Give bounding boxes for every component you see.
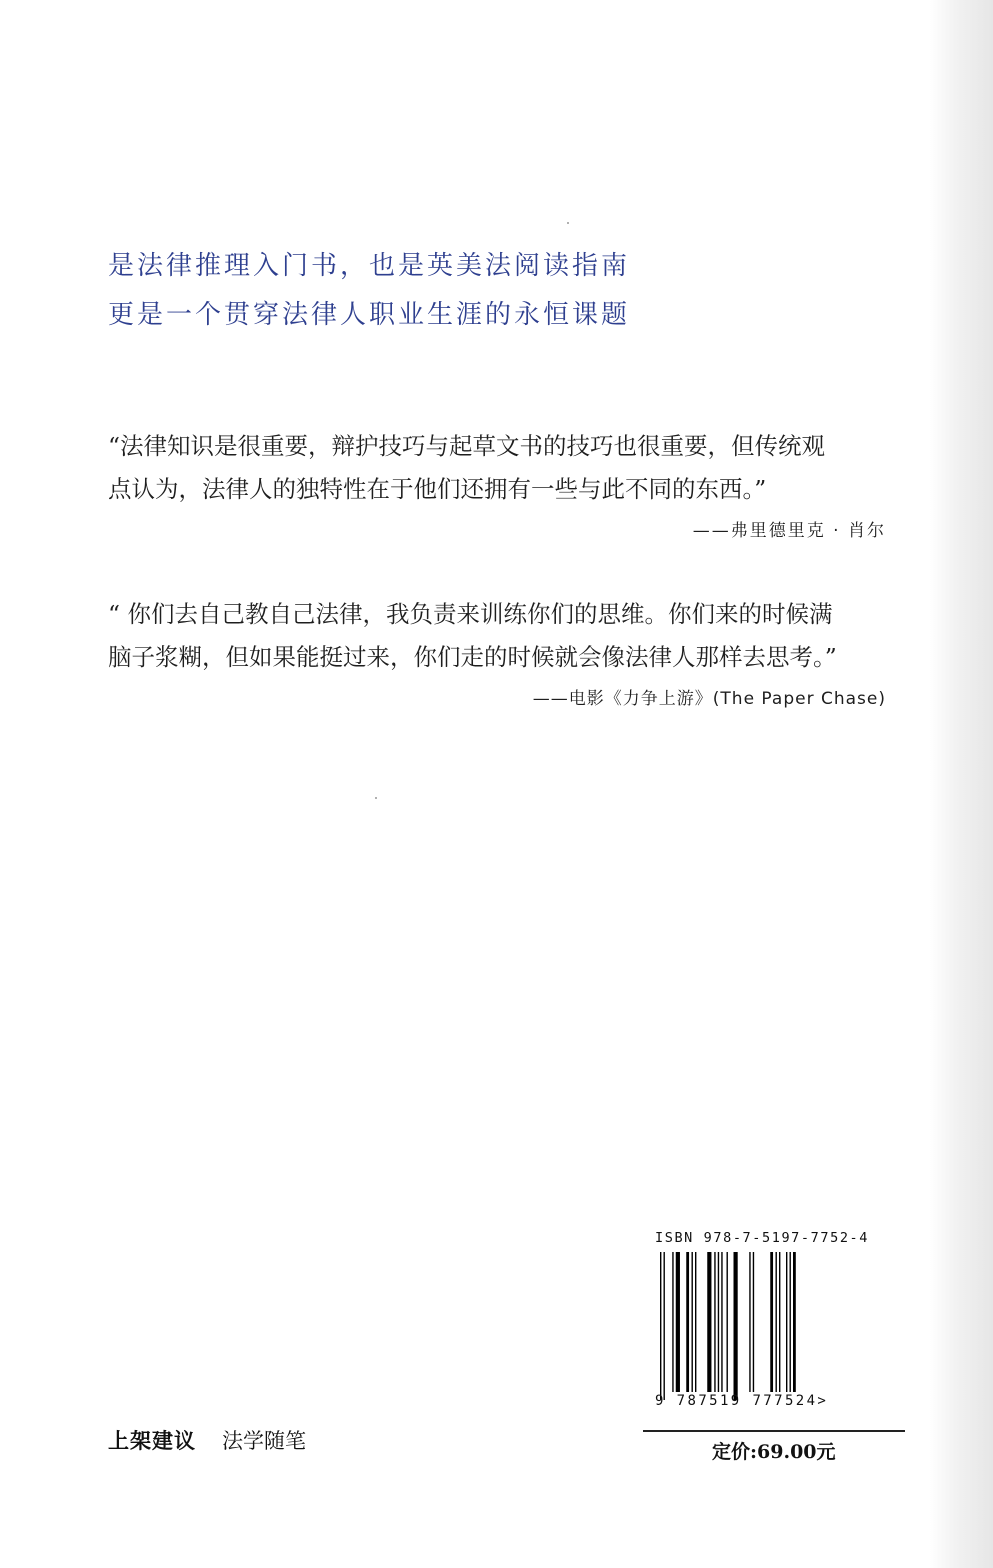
quote-schauer	[108, 425, 888, 511]
quote-attribution: ——弗里德里克 · 肖尔	[692, 521, 886, 541]
quote-line: 点认为，法律人的独特性在于他们还拥有一些与此不同的东西。”	[108, 475, 767, 503]
barcode-bar	[734, 1252, 738, 1400]
barcode-bar	[660, 1252, 661, 1400]
barcode-bar	[793, 1252, 796, 1392]
isbn-barcode	[655, 1230, 900, 1420]
barcode-bar	[714, 1252, 715, 1392]
barcode-bar	[664, 1252, 665, 1400]
barcode-digits: 9 787519 777524>	[655, 1393, 829, 1409]
barcode-bar	[776, 1252, 777, 1392]
page-edge-shadow	[930, 0, 993, 1568]
barcode-bar	[727, 1252, 728, 1392]
barcode-bar	[786, 1252, 787, 1392]
price: 定价:69.00元	[712, 1441, 836, 1463]
quote-line: “法律知识是很重要，辩护技巧与起草文书的技巧也很重要，但传统观	[108, 432, 826, 460]
tagline-line-2: 更是一个贯穿法律人职业生涯的永恒课题	[108, 300, 631, 330]
barcode-bar	[672, 1252, 673, 1392]
barcode-bar	[770, 1252, 773, 1392]
barcode-bar	[707, 1252, 711, 1392]
barcode-bar	[779, 1252, 780, 1392]
barcode-bar	[676, 1252, 680, 1392]
quote-line: “ 你们去自己教自己法律，我负责来训练你们的思维。你们来的时候满	[108, 600, 833, 628]
tagline-line-1: 是法律推理入门书，也是英美法阅读指南	[108, 251, 631, 281]
print-speck	[375, 797, 377, 799]
barcode-bar	[692, 1252, 693, 1392]
barcode-bar	[749, 1252, 750, 1392]
shelf-label: 上架建议	[108, 1429, 196, 1453]
shelf-suggestion	[108, 1425, 306, 1455]
barcode-bar	[686, 1252, 689, 1392]
barcode-bar	[790, 1252, 791, 1392]
isbn-number: ISBN 978-7-5197-7752-4	[655, 1230, 870, 1246]
barcode-bar	[718, 1252, 719, 1392]
quote-attribution: ——电影《力争上游》(The Paper Chase)	[532, 689, 886, 709]
print-speck	[567, 222, 569, 224]
barcode-bar	[695, 1252, 696, 1392]
quote-line: 脑子浆糊，但如果能挺过来，你们走的时候就会像法律人那样去思考。”	[108, 643, 837, 671]
quote-paper-chase	[108, 593, 888, 679]
shelf-category: 法学随笔	[222, 1429, 306, 1453]
barcode-bars	[660, 1252, 895, 1402]
barcode-bar	[721, 1252, 722, 1392]
barcode-bar	[753, 1252, 754, 1392]
price-divider	[643, 1430, 905, 1432]
